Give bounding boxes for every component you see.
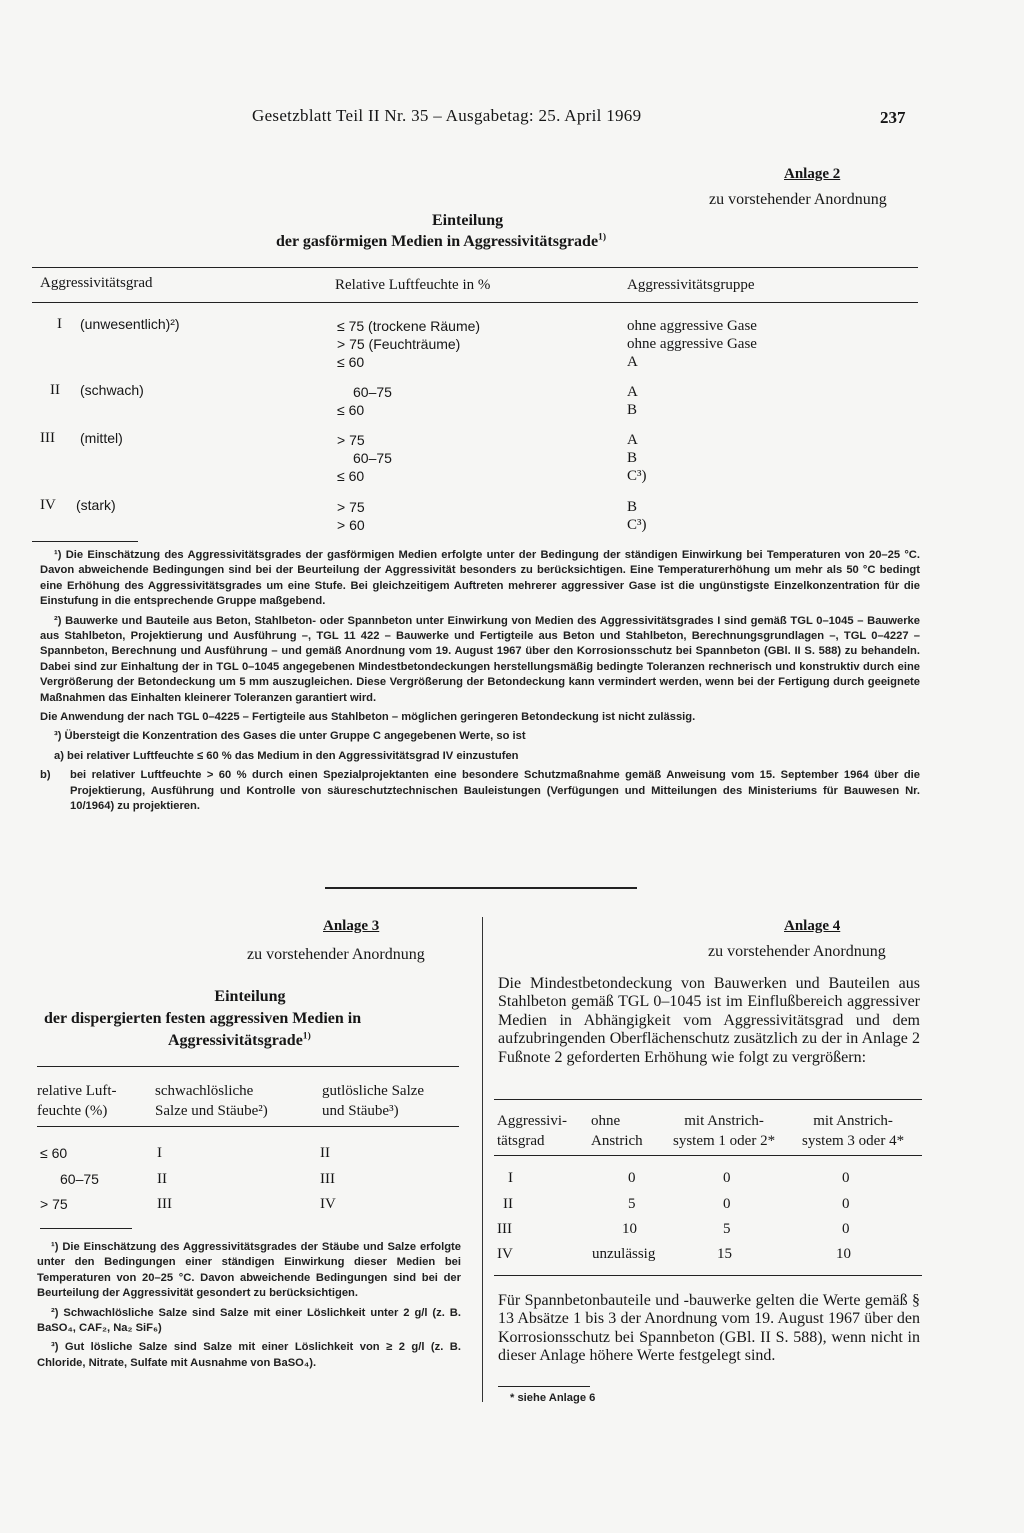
anlage3-cell-humidity: > 75 [40,1196,68,1212]
anlage3-footnote-2: ²) Schwachlösliche Salze sind Salze mit einer Löslichkeit unter 2 g/l (z. B. BaSO₄, CAF₂, Na₂ SiF₆) [37,1306,461,1335]
anlage2-cell-humidity: > 75 (Feuchträume) [337,336,461,352]
anlage3-col-weak [155,1081,268,1121]
anlage3-col-weak-line: schwachlösliche [155,1083,254,1099]
anlage2-table-top-rule [32,267,918,268]
anlage2-cell-group: ohne aggressive Gase [627,318,757,334]
anlage4-cell-system12: 0 [723,1170,731,1186]
anlage2-cell-humidity: 60–75 [353,384,392,400]
anlage2-cell-humidity: ≤ 75 (trockene Räume) [337,318,481,334]
anlage4-col-grade [497,1111,567,1151]
anlage4-cell-system34: 0 [842,1221,850,1237]
anlage2-cell-group: C³) [627,468,647,484]
anlage2-heading-2: der gasförmigen Medien in Aggressivitätsgrade$^{1)}$ [276,231,607,250]
anlage2-row-desc: (stark) [76,497,116,513]
anlage2-table-header-rule [32,302,918,303]
anlage3-footnotes [37,1240,461,1375]
anlage4-cell-system34: 0 [842,1170,850,1186]
anlage2-footnote-1: ¹) Die Einschätzung des Aggressivitätsgrades der gasförmigen Medien erfolgte unter der Bedingung der ständigen Einwirkung bei Temperaturen von 20–25 °C. Davon abweichende Bedingungen sind bei der Beurteilung der Aggressivität besonders zu berücksichtigen. Eine Temperaturerhöhung um mehr als 50 °C bedingt eine Erhöhung des Aggressivitätsgrades um eine Stufe. Bei gleichzeitigem Auftreten mehrerer aggressiver Gase ist die ungünstigste Einzelkonzentration für die Einstufung in die entsprechende Gruppe maßgebend. [40,549,920,608]
anlage2-footnote-3b-text: bei relativer Luftfeuchte > 60 % durch einen Spezialprojektanten eine besondere Schutzmaßnahme gemäß Anweisung vom 15. September 1964 über die Projektierung, Ausführung und Kontrolle von säureschutztechnischen Bauleistungen (Verfügungen und Mitteilungen des Ministeriums für Bauwesen Nr. 10/1964) zu projektieren. [70,769,920,813]
anlage3-cell-good: III [320,1171,335,1187]
anlage3-table-top-rule [37,1066,459,1067]
anlage3-cell-good: IV [320,1196,336,1212]
anlage4-col-system34 [802,1111,904,1151]
anlage3-footnote-rule [40,1228,132,1229]
anlage3-col-humidity [37,1081,117,1121]
anlage2-label: Anlage 2 [784,166,841,182]
anlage4-closing: Für Spannbetonbauteile und -bauwerke gelten die Werte gemäß § 13 Absätze 1 bis 3 der Anordnung vom 19. August 1967 über den Korrosionsschutz bei Spannbeton (GBl. II S. 588), wenn nicht in dieser Anlage höhere Werte festgelegt sind. [498,1292,920,1365]
anlage4-col-system12 [673,1111,775,1151]
anlage2-cell-humidity: ≤ 60 [337,402,365,418]
anlage2-footnote-2b: Die Anwendung der nach TGL 0–4225 – Fertigteile aus Stahlbeton – möglichen geringeren Betondeckung ist nicht zulässig. [40,711,696,724]
anlage2-cell-humidity: ≤ 60 [337,468,365,484]
anlage3-col-good [322,1081,424,1121]
anlage2-col-humidity: Relative Luftfeuchte in % [335,277,491,293]
anlage4-col-system34-line: mit Anstrich- [813,1113,893,1129]
anlage3-cell-weak: II [157,1171,167,1187]
anlage4-table-header-rule [494,1155,922,1156]
anlage2-cell-group: A [627,384,638,400]
anlage4-col-system34-line: system 3 oder 4* [802,1133,905,1149]
anlage2-cell-group: B [627,499,638,515]
anlage4-cell-system34: 10 [836,1246,851,1262]
anlage4-table-top-rule [494,1099,922,1100]
anlage2-footnote-2: ²) Bauwerke und Bauteile aus Beton, Stahlbeton- oder Spannbeton unter Einwirkung von Medien des Aggressivitätsgrades I sind gemäß TGL 0–1045 – Bauwerke aus Stahlbeton, Projektierung und Ausführung –, TGL 11 422 – Bauwerke und Fertigteile aus Beton und Stahlbeton, Berechnungsgrundlagen –, TGL 0–4227 – Spannbeton, Berechnung und Ausführung – und gemäß Anordnung vom 19. August 1967 über den Korrosionsschutz bei Spannbeton (GBl. II S. 588) zu behandeln. Dabei sind zur Einhaltung der in TGL 0–1045 angegebenen Mindestbetondeckungen herstellungsmäßig bedingte Toleranzen rechnerisch und konstruktiv durch eine Vergrößerung der Betondeckung um 5 mm auszugleichen. Diese Vergrößerung der Betondeckung kann vermindert werden, wenn bei der Fertigung durch geeignete Maßnahmen das Einhalten kleinerer Toleranzen garantiert wird. [40,614,920,704]
anlage3-col-humidity-line: relative Luft- [37,1083,117,1099]
anlage2-row-desc: (schwach) [80,382,144,398]
anlage3-heading-1: Einteilung [214,988,286,1005]
page-number: 237 [880,108,906,127]
anlage2-cell-group: B [627,402,638,418]
anlage4-cell-grade: I [508,1170,513,1186]
anlage4-cell-system12: 15 [717,1246,732,1262]
anlage3-footnote-3: ³) Gut lösliche Salze sind Salze mit einer Löslichkeit von ≥ 2 g/l (z. B. Chloride, Nitrate, Sulfate mit Ausnahme von BaSO₄). [37,1341,461,1369]
anlage4-cell-grade: II [503,1196,513,1212]
anlage4-cell-grade: III [497,1221,512,1237]
anlage4-label: Anlage 4 [784,918,841,934]
anlage3-subtitle: zu vorstehender Anordnung [247,946,425,963]
anlage2-cell-humidity: ≤ 60 [337,354,365,370]
anlage3-col-good-line: gutlösliche Salze [322,1083,425,1099]
anlage4-col-grade-line: Aggressivi- [497,1113,567,1129]
anlage2-row-desc: (mittel) [80,430,123,446]
anlage2-footnote-3a: a) bei relativer Luftfeuchte ≤ 60 % das Medium in den Aggressivitätsgrad IV einzustufen [54,749,519,762]
anlage2-subtitle: zu vorstehender Anordnung [709,191,887,208]
anlage4-col-none [591,1111,643,1151]
anlage2-cell-group: A [627,432,638,448]
anlage2-cell-group: A [627,354,638,370]
anlage4-footnote: * siehe Anlage 6 [510,1392,596,1404]
page-header: Gesetzblatt Teil II Nr. 35 – Ausgabetag: 25. April 1969 [252,106,642,125]
anlage2-footnote-3b-label: b) [40,769,51,782]
anlage2-row-desc: (unwesentlich)²) [80,316,180,332]
anlage2-row-grade: I [57,316,62,332]
anlage2-row-grade: II [50,382,60,398]
anlage2-footnote-3: ³) Übersteigt die Konzentration des Gases die unter Gruppe C angegebenen Werte, so ist [54,730,526,743]
anlage2-cell-humidity: > 75 [337,499,365,515]
anlage4-table-bottom-rule [494,1275,922,1276]
anlage3-heading-3: Aggressivitätsgrade$^{1)}$ [168,1030,311,1049]
anlage4-col-grade-line: tätsgrad [497,1133,545,1149]
anlage3-label: Anlage 3 [323,918,380,934]
anlage3-cell-weak: I [157,1145,162,1161]
anlage4-cell-system12: 0 [723,1196,731,1212]
anlage4-col-system12-line: system 1 oder 2* [673,1133,776,1149]
anlage2-cell-group: C³) [627,517,647,533]
anlage2-heading-1: Einteilung [432,212,504,229]
anlage3-cell-good: II [320,1145,330,1161]
anlage3-col-weak-line: Salze und Stäube²) [155,1103,268,1119]
anlage4-cell-grade: IV [497,1246,513,1262]
anlage2-row-grade: III [40,430,55,446]
anlage2-cell-humidity: > 60 [337,517,365,533]
anlage4-col-none-line: ohne [591,1113,621,1129]
anlage4-col-system12-line: mit Anstrich- [684,1113,764,1129]
anlage2-footnotes [40,548,920,819]
anlage2-col-grade: Aggressivitätsgrad [40,275,153,291]
anlage2-cell-humidity: 60–75 [353,450,392,466]
anlage4-footnote-rule [498,1386,590,1387]
anlage4-cell-none: 0 [628,1170,636,1186]
anlage4-cell-none: 5 [628,1196,636,1212]
anlage2-cell-group: ohne aggressive Gase [627,336,757,352]
anlage4-cell-none: unzulässig [592,1246,656,1262]
anlage2-col-group: Aggressivitätsgruppe [627,277,755,293]
anlage4-cell-system34: 0 [842,1196,850,1212]
anlage4-cell-none: 10 [622,1221,637,1237]
anlage2-cell-humidity: > 75 [337,432,365,448]
anlage3-col-good-line: und Stäube³) [322,1103,399,1119]
anlage2-row-grade: IV [40,497,56,513]
anlage3-cell-humidity: 60–75 [60,1171,99,1187]
anlage3-footnote-1: ¹) Die Einschätzung des Aggressivitätsgrades der Stäube und Salze erfolgte unter den Bedingungen einer ständigen Einwirkung dieser Medien bei Temperaturen von 20–25 °C. Davon abweichende Bedingungen sind bei der Beurteilung der Aggressivität gesondert zu berücksichtigen. [37,1241,461,1300]
section-separator [325,887,637,889]
anlage3-table-header-rule [37,1126,459,1127]
anlage4-col-none-line: Anstrich [591,1133,643,1149]
anlage2-footnote-rule [32,541,138,542]
anlage3-cell-humidity: ≤ 60 [40,1145,68,1161]
anlage2-footnote-3b [40,768,920,814]
anlage4-intro: Die Mindestbetondeckung von Bauwerken und Bauteilen aus Stahlbeton gemäß TGL 0–1045 ist im Einflußbereich aggressiver Medien in Abhängigkeit vom Aggressivitätsgrad und dem aufzubringenden Oberflächenschutz zusätzlich zu der in Anlage 2 Fußnote 2 geforderten Erhöhung wie folgt zu vergrößern: [498,975,920,1066]
anlage2-cell-group: B [627,450,638,466]
anlage4-subtitle: zu vorstehender Anordnung [708,943,886,960]
anlage4-cell-system12: 5 [723,1221,731,1237]
anlage3-col-humidity-line: feuchte (%) [37,1103,108,1119]
anlage3-cell-weak: III [157,1196,172,1212]
anlage3-heading-2: der dispergierten festen aggressiven Medien in [44,1010,362,1027]
